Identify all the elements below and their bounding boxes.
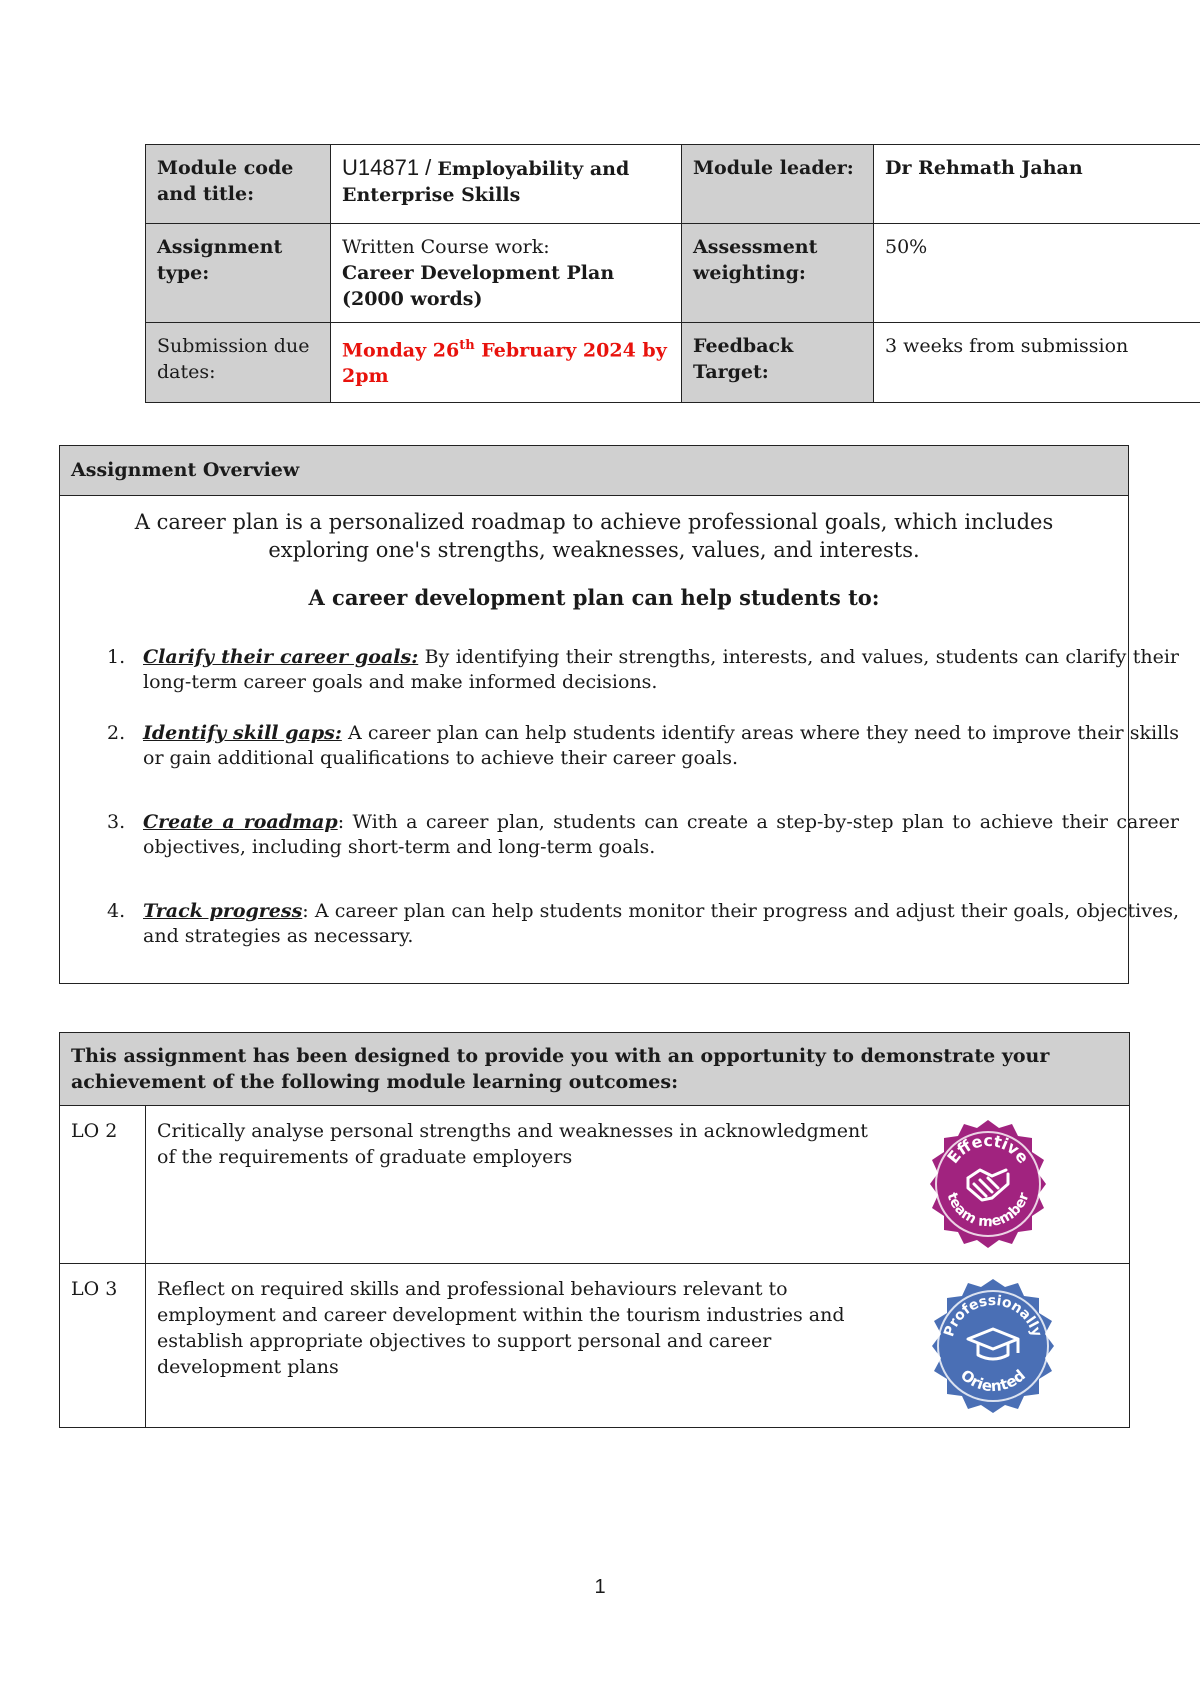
list-keyword: Create a roadmap <box>143 811 338 833</box>
page-number: 1 <box>594 1576 606 1598</box>
outcome-text: Reflect on required skills and professional behaviours relevant to employment and career development within the tourism industries and establish appropriate objectives to support personal and career development plans <box>157 1278 845 1378</box>
assignment-type-line2: Career Development Plan <box>342 262 615 284</box>
weighting-label: Assessment weighting: <box>682 224 874 323</box>
outcomes-header: This assignment has been designed to provide you with an opportunity to demonstrate your achievement of the following module learning outcomes: <box>60 1033 1130 1106</box>
module-code: U14871 / <box>342 155 432 180</box>
list-item <box>107 899 1179 949</box>
module-info-table <box>145 144 1200 403</box>
due-date-label: Submission due dates: <box>146 323 331 403</box>
list-number: 3. <box>107 811 126 833</box>
list-keyword: Clarify their career goals: <box>143 646 419 668</box>
assignment-type-label: Assignment type: <box>146 224 331 323</box>
list-number: 4. <box>107 900 126 922</box>
overview-subheading: A career development plan can help students to: <box>308 585 880 610</box>
assignment-type-line1: Written Course work: <box>342 236 550 258</box>
professionally-oriented-badge-icon <box>924 1277 1062 1415</box>
badge-bottom-text: team member <box>943 1190 1033 1231</box>
list-text: : A career plan can help students monitor their progress and adjust their goals, objectives, and strategies as necessary. <box>143 900 1179 947</box>
due-rest: February 2024 by 2pm <box>342 339 667 388</box>
feedback-label: Feedback Target: <box>682 323 874 403</box>
weighting-value: 50% <box>874 224 1200 323</box>
list-item <box>107 810 1179 860</box>
list-keyword: Track progress <box>143 900 303 922</box>
list-item <box>107 645 1179 695</box>
overview-header: Assignment Overview <box>60 446 1128 496</box>
outcome-code: LO 3 <box>60 1264 146 1428</box>
outcome-code: LO 2 <box>60 1106 146 1264</box>
module-leader: Dr Rehmath Jahan <box>874 145 1200 224</box>
badge-bottom-text: Oriented <box>957 1365 1029 1396</box>
list-number: 2. <box>107 722 126 744</box>
list-text: A career plan can help students identify areas where they need to improve their skills or gain additional qualifications to achieve their career goals. <box>143 722 1180 769</box>
list-text: : With a career plan, students can create a step-by-step plan to achieve their career objectives, including short-term and long-term goals. <box>143 811 1179 858</box>
due-suffix: th <box>459 338 475 353</box>
effective-team-member-badge-icon <box>922 1118 1054 1250</box>
list-keyword: Identify skill gaps: <box>143 722 342 744</box>
module-code-title <box>331 145 682 224</box>
outcome-text: Critically analyse personal strengths and weaknesses in acknowledgment of the requirements of graduate employers <box>157 1120 868 1168</box>
assignment-type <box>331 224 682 323</box>
module-title: Employability and Enterprise Skills <box>342 158 630 206</box>
module-code-label: Module code and title: <box>146 145 331 224</box>
list-item <box>107 721 1180 771</box>
overview-intro: A career plan is a personalized roadmap to achieve professional goals, which includes exploring one's strengths, weaknesses, values, and interests. <box>134 510 1054 562</box>
badge-top-text: Effective <box>943 1130 1033 1167</box>
due-day: Monday 26 <box>342 339 460 362</box>
assignment-type-line3: (2000 words) <box>342 288 483 310</box>
feedback-value: 3 weeks from submission <box>874 323 1200 403</box>
list-number: 1. <box>107 646 126 668</box>
list-text: By identifying their strengths, interests, and values, students can clarify their long-term career goals and make informed decisions. <box>143 646 1179 693</box>
badge-top-text: Professionally <box>941 1292 1045 1339</box>
due-date <box>331 323 682 403</box>
module-leader-label: Module leader: <box>682 145 874 224</box>
